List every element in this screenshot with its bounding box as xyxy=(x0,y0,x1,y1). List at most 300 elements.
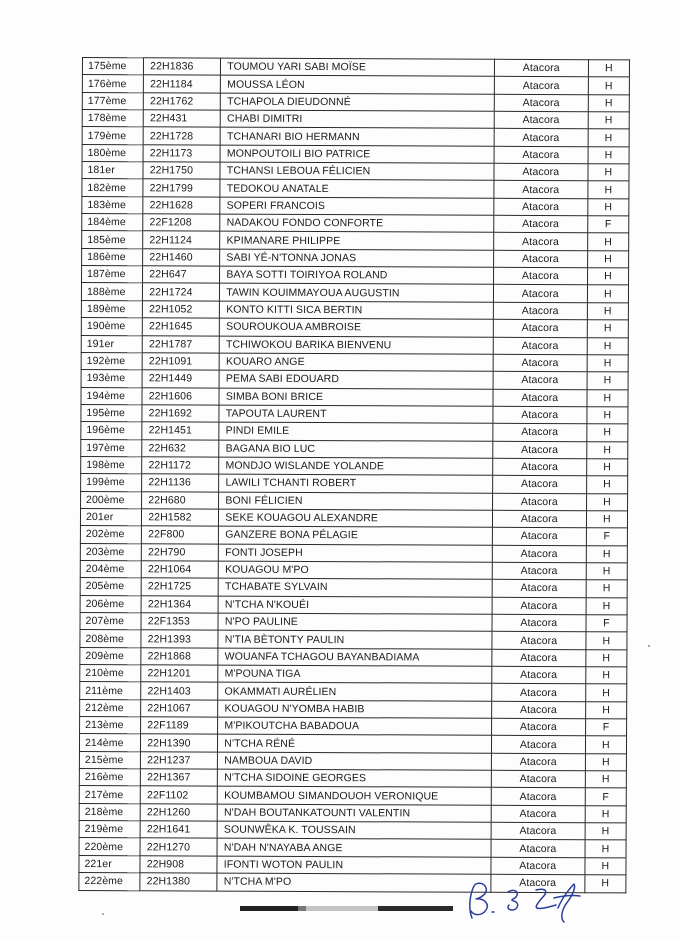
department-cell: Atacora xyxy=(491,857,585,875)
candidate-name-cell: KOUMBAMOU SIMANDOUOH VERONIQUE xyxy=(218,787,492,806)
candidate-name-cell: TAWIN KOUIMMAYOUA AUGUSTIN xyxy=(220,284,494,303)
registration-id-cell: 22F1208 xyxy=(143,214,220,232)
registration-id-cell: 22H1725 xyxy=(141,578,218,596)
department-cell: Atacora xyxy=(493,441,587,459)
department-cell: Atacora xyxy=(491,770,585,788)
rank-cell: 191er xyxy=(81,335,142,353)
candidate-name-cell: TAPOUTA LAURENT xyxy=(219,405,493,424)
department-cell: Atacora xyxy=(494,77,588,95)
registration-id-cell: 22F1353 xyxy=(141,613,218,631)
registration-id-cell: 22H1067 xyxy=(141,699,218,717)
table-row xyxy=(82,248,629,268)
rank-cell: 189ème xyxy=(81,300,142,318)
department-cell: Atacora xyxy=(492,562,586,580)
sex-cell: H xyxy=(585,736,626,754)
table-row xyxy=(82,214,629,234)
candidate-name-cell: MONPOUTOILI BIO PATRICE xyxy=(220,145,494,164)
sex-cell: H xyxy=(586,545,627,563)
sex-cell: H xyxy=(586,563,627,581)
signature-stroke xyxy=(508,890,518,910)
sex-cell: F xyxy=(586,615,627,633)
sex-cell: H xyxy=(587,424,628,442)
registration-id-cell: 22F800 xyxy=(142,526,219,544)
table-row xyxy=(81,352,628,372)
registration-id-cell: 22H1641 xyxy=(140,821,217,839)
rank-cell: 180ème xyxy=(82,144,143,162)
rank-cell: 209ème xyxy=(80,647,141,665)
registration-id-cell: 22H1787 xyxy=(142,335,219,353)
candidate-name-cell: FONTI JOSEPH xyxy=(219,544,493,563)
candidate-name-cell: SOUNWÊKA K. TOUSSAIN xyxy=(217,821,491,840)
registration-id-cell: 22H1260 xyxy=(140,804,217,822)
table-row xyxy=(79,734,626,754)
table-row xyxy=(79,751,626,771)
candidate-name-cell: WOUANFA TCHAGOU BAYANBADIAMA xyxy=(218,648,492,667)
department-cell: Atacora xyxy=(491,736,585,754)
rank-cell: 177ème xyxy=(82,92,143,110)
candidate-name-cell: BAGANA BIO LUC xyxy=(219,440,493,459)
rank-cell: 197ème xyxy=(81,439,142,457)
sex-cell: H xyxy=(588,77,629,95)
department-cell: Atacora xyxy=(494,163,588,181)
department-cell: Atacora xyxy=(492,614,586,632)
department-cell: Atacora xyxy=(494,146,588,164)
table-row xyxy=(81,318,628,338)
table-row xyxy=(79,855,626,875)
candidate-name-cell: KONTO KITTI SICA BERTIN xyxy=(220,301,494,320)
department-cell: Atacora xyxy=(491,753,585,771)
sex-cell: H xyxy=(586,511,627,529)
sex-cell: H xyxy=(585,684,626,702)
rank-cell: 183ème xyxy=(82,196,143,214)
rank-cell: 178ème xyxy=(82,110,143,128)
rank-cell: 193ème xyxy=(81,370,142,388)
table-row xyxy=(81,283,628,303)
candidate-name-cell: KOUARO ANGE xyxy=(219,353,493,372)
registration-id-cell: 22H1606 xyxy=(142,387,219,405)
table-row xyxy=(81,370,628,390)
table-row xyxy=(81,456,628,476)
department-cell: Atacora xyxy=(492,597,586,615)
table-row xyxy=(79,821,626,841)
handwritten-signature xyxy=(462,878,592,924)
registration-id-cell: 22H680 xyxy=(142,491,219,509)
scan-speck xyxy=(648,645,650,647)
sex-cell: H xyxy=(587,250,628,268)
candidate-name-cell: SOPERI FRANCOIS xyxy=(220,197,494,216)
candidate-name-cell: N'PO PAULINE xyxy=(218,613,492,632)
sex-cell: H xyxy=(586,493,627,511)
rank-cell: 188ème xyxy=(81,283,142,301)
sex-cell: H xyxy=(587,372,628,390)
candidate-name-cell: N'TCHA M'PO xyxy=(217,873,491,892)
department-cell: Atacora xyxy=(494,215,588,233)
rank-cell: 212ème xyxy=(80,699,141,717)
rank-cell: 175ème xyxy=(82,58,143,76)
sex-cell: F xyxy=(588,216,629,234)
rank-cell: 187ème xyxy=(82,266,143,284)
registration-id-cell: 22H1628 xyxy=(143,197,220,215)
rank-cell: 216ème xyxy=(79,769,140,787)
candidate-name-cell: TCHAPOLA DIEUDONNÉ xyxy=(221,93,495,112)
rank-cell: 219ème xyxy=(79,821,140,839)
rank-cell: 221er xyxy=(79,855,140,873)
candidate-name-cell: N'DAH BOUTANKATOUNTI VALENTIN xyxy=(217,804,491,823)
candidate-name-cell: TEDOKOU ANATALE xyxy=(220,180,494,199)
table-row xyxy=(80,578,627,598)
department-cell: Atacora xyxy=(493,302,587,320)
signature-stroke xyxy=(470,883,487,918)
registration-id-cell: 22H1724 xyxy=(143,283,220,301)
registration-id-cell: 22H1364 xyxy=(141,595,218,613)
rank-cell: 220ème xyxy=(79,838,140,856)
sex-cell: H xyxy=(588,60,629,78)
sex-cell: H xyxy=(585,875,626,893)
candidate-name-cell: SEKE KOUAGOU ALEXANDRE xyxy=(219,509,493,528)
candidate-name-cell: KPIMANARE PHILIPPE xyxy=(220,232,494,251)
department-cell: Atacora xyxy=(494,129,588,147)
rank-cell: 222ème xyxy=(79,873,140,891)
sex-cell: H xyxy=(585,840,626,858)
table-row xyxy=(80,543,627,563)
sex-cell: H xyxy=(587,389,628,407)
rank-cell: 199ème xyxy=(81,474,142,492)
sex-cell: H xyxy=(586,459,627,477)
sex-cell: H xyxy=(588,129,629,147)
sex-cell: F xyxy=(585,719,626,737)
sex-cell: H xyxy=(587,337,628,355)
registration-id-cell: 22H1091 xyxy=(142,353,219,371)
rank-cell: 217ème xyxy=(79,786,140,804)
department-cell: Atacora xyxy=(492,580,586,598)
rank-cell: 206ème xyxy=(80,595,141,613)
table-row xyxy=(79,838,626,858)
registration-id-cell: 22H1750 xyxy=(143,162,220,180)
candidate-name-cell: N'TCHA SIDOINE GEORGES xyxy=(218,769,492,788)
registration-id-cell: 22H1393 xyxy=(141,630,218,648)
table-row xyxy=(79,803,626,823)
rank-cell: 218ème xyxy=(79,803,140,821)
department-cell: Atacora xyxy=(493,371,587,389)
registration-id-cell: 22H1728 xyxy=(143,127,220,145)
department-cell: Atacora xyxy=(493,267,587,285)
table-row xyxy=(80,717,627,737)
candidate-name-cell: PINDI EMILE xyxy=(219,422,493,441)
table-row xyxy=(81,491,628,511)
table-row xyxy=(81,335,628,355)
rank-cell: 203ème xyxy=(80,543,141,561)
sex-cell: H xyxy=(586,667,627,685)
sex-cell: F xyxy=(585,788,626,806)
candidate-name-cell: SOUROUKOUA AMBROISE xyxy=(220,318,494,337)
table-row xyxy=(81,474,628,494)
table-row xyxy=(82,162,629,182)
candidate-name-cell: NAMBOUA DAVID xyxy=(218,752,492,771)
department-cell: Atacora xyxy=(492,528,586,546)
table-row xyxy=(82,75,629,95)
registration-id-cell: 22H1868 xyxy=(141,647,218,665)
rank-cell: 213ème xyxy=(80,717,141,735)
registration-id-cell: 22H1064 xyxy=(141,561,218,579)
table-row xyxy=(82,266,629,286)
department-cell: Atacora xyxy=(492,458,586,476)
candidate-name-cell: IFONTI WOTON PAULIN xyxy=(217,856,491,875)
table-row xyxy=(82,127,629,147)
footer-bar-segment xyxy=(240,906,298,911)
department-cell: Atacora xyxy=(493,233,587,251)
registration-id-cell: 22H1184 xyxy=(144,75,221,93)
table-row xyxy=(82,58,629,78)
department-cell: Atacora xyxy=(494,94,588,112)
table-row xyxy=(82,179,629,199)
candidate-name-cell: N'DAH N'NAYABA ANGE xyxy=(217,839,491,858)
department-cell: Atacora xyxy=(493,250,587,268)
sex-cell: H xyxy=(588,112,629,130)
candidate-name-cell: KOUAGOU M'PO xyxy=(219,561,493,580)
rank-cell: 201er xyxy=(80,508,141,526)
candidate-name-cell: N'TCHA RÉNÉ xyxy=(218,735,492,754)
sex-cell: H xyxy=(586,632,627,650)
candidate-name-cell: NADAKOU FONDO CONFORTE xyxy=(220,214,494,233)
sex-cell: H xyxy=(585,701,626,719)
candidate-name-cell: OKAMMATI AURÉLIEN xyxy=(218,682,492,701)
sex-cell: H xyxy=(585,805,626,823)
department-cell: Atacora xyxy=(493,354,587,372)
department-cell: Atacora xyxy=(491,701,585,719)
registration-id-cell: 22H1380 xyxy=(140,873,217,891)
candidate-name-cell: MOUSSA LÉON xyxy=(221,75,495,94)
scan-speck xyxy=(102,913,104,915)
sex-cell: H xyxy=(588,181,629,199)
department-cell: Atacora xyxy=(493,285,587,303)
registration-id-cell: 22H1582 xyxy=(142,509,219,527)
candidate-name-cell: TCHIWOKOU BARIKA BIENVENU xyxy=(220,336,494,355)
rank-cell: 202ème xyxy=(80,526,141,544)
rank-cell: 184ème xyxy=(82,214,143,232)
sex-cell: H xyxy=(585,753,626,771)
sex-cell: H xyxy=(588,198,629,216)
department-cell: Atacora xyxy=(493,424,587,442)
rank-cell: 215ème xyxy=(79,751,140,769)
footer-bar xyxy=(240,906,453,911)
rank-cell: 211ème xyxy=(80,682,141,700)
department-cell: Atacora xyxy=(494,59,588,77)
registration-id-cell: 22H1367 xyxy=(141,769,218,787)
sex-cell: H xyxy=(586,580,627,598)
rank-cell: 210ème xyxy=(80,665,141,683)
department-cell: Atacora xyxy=(492,510,586,528)
registration-id-cell: 22H431 xyxy=(143,110,220,128)
department-cell: Atacora xyxy=(493,406,587,424)
registration-id-cell: 22H1052 xyxy=(143,301,220,319)
department-cell: Atacora xyxy=(492,493,586,511)
department-cell: Atacora xyxy=(492,545,586,563)
candidate-name-cell: PEMA SABI EDOUARD xyxy=(219,370,493,389)
department-cell: Atacora xyxy=(494,111,588,129)
department-cell: Atacora xyxy=(492,632,586,650)
registration-id-cell: 22H1449 xyxy=(142,370,219,388)
footer-bar-segment xyxy=(378,906,453,911)
table-row xyxy=(80,682,627,702)
department-cell: Atacora xyxy=(493,319,587,337)
candidate-name-cell: KOUAGOU N'YOMBA HABIB xyxy=(218,700,492,719)
registration-id-cell: 22H1460 xyxy=(143,249,220,267)
rank-cell: 181er xyxy=(82,162,143,180)
rank-cell: 192ème xyxy=(81,352,142,370)
candidate-name-cell: SABI YÉ-N'TONNA JONAS xyxy=(220,249,494,268)
registration-id-cell: 22H1124 xyxy=(143,231,220,249)
rank-cell: 196ème xyxy=(81,422,142,440)
sex-cell: H xyxy=(586,476,627,494)
rank-cell: 207ème xyxy=(80,612,141,630)
department-cell: Atacora xyxy=(491,874,585,892)
sex-cell: H xyxy=(588,94,629,112)
table-row xyxy=(81,387,628,407)
table-row xyxy=(82,92,629,112)
candidate-name-cell: BAYA SOTTI TOIRIYOA ROLAND xyxy=(220,266,494,285)
candidate-name-cell: TOUMOU YARI SABI MOÏSE xyxy=(221,58,495,77)
table-row xyxy=(82,110,629,130)
sex-cell: H xyxy=(585,771,626,789)
sex-cell: H xyxy=(586,597,627,615)
table-row xyxy=(81,422,628,442)
registration-id-cell: 22H1390 xyxy=(141,734,218,752)
sex-cell: H xyxy=(588,146,629,164)
table-row xyxy=(80,595,627,615)
results-table xyxy=(78,57,630,893)
sex-cell: H xyxy=(587,233,628,251)
registration-id-cell: 22H632 xyxy=(142,439,219,457)
department-cell: Atacora xyxy=(491,840,585,858)
registration-id-cell: 22H1237 xyxy=(141,752,218,770)
department-cell: Atacora xyxy=(491,822,585,840)
rank-cell: 204ème xyxy=(80,560,141,578)
candidate-name-cell: N'TCHA N'KOUÉI xyxy=(218,596,492,615)
rank-cell: 214ème xyxy=(79,734,140,752)
sex-cell: H xyxy=(587,268,628,286)
sex-cell: H xyxy=(585,858,626,876)
sex-cell: H xyxy=(587,303,628,321)
sex-cell: H xyxy=(587,355,628,373)
table-row xyxy=(80,526,627,546)
department-cell: Atacora xyxy=(493,337,587,355)
candidate-name-cell: MONDJO WISLANDE YOLANDE xyxy=(219,457,493,476)
rank-cell: 182ème xyxy=(82,179,143,197)
table-row xyxy=(81,439,628,459)
registration-id-cell: 22H1645 xyxy=(143,318,220,336)
registration-id-cell: 22H1136 xyxy=(142,474,219,492)
rank-cell: 205ème xyxy=(80,578,141,596)
department-cell: Atacora xyxy=(491,718,585,736)
table-row xyxy=(80,647,627,667)
rank-cell: 195ème xyxy=(81,404,142,422)
candidate-name-cell: TCHABATE SYLVAIN xyxy=(218,578,492,597)
rank-cell: 185ème xyxy=(82,231,143,249)
registration-id-cell: 22H647 xyxy=(143,266,220,284)
registration-id-cell: 22F1102 xyxy=(140,786,217,804)
department-cell: Atacora xyxy=(492,476,586,494)
table-row xyxy=(80,612,627,632)
table-row xyxy=(80,665,627,685)
registration-id-cell: 22H1403 xyxy=(141,682,218,700)
rank-cell: 186ème xyxy=(82,248,143,266)
sex-cell: H xyxy=(585,823,626,841)
table-row xyxy=(81,404,628,424)
registration-id-cell: 22H1173 xyxy=(143,144,220,162)
table-row xyxy=(82,144,629,164)
rank-cell: 200ème xyxy=(81,491,142,509)
registration-id-cell: 22H1836 xyxy=(144,58,221,76)
candidate-name-cell: TCHANSI LEBOUA FÉLICIEN xyxy=(220,162,494,181)
candidate-name-cell: LAWILI TCHANTI ROBERT xyxy=(219,474,493,493)
footer-bar-segment xyxy=(306,906,378,911)
rank-cell: 194ème xyxy=(81,387,142,405)
sex-cell: H xyxy=(586,649,627,667)
rank-cell: 208ème xyxy=(80,630,141,648)
sex-cell: H xyxy=(587,441,628,459)
department-cell: Atacora xyxy=(491,805,585,823)
candidate-name-cell: TCHANARI BIO HERMANN xyxy=(220,127,494,146)
footer-bar-segment xyxy=(298,906,306,911)
registration-id-cell: 22H1692 xyxy=(142,405,219,423)
department-cell: Atacora xyxy=(494,198,588,216)
candidate-name-cell: M'PIKOUTCHA BABADOUA xyxy=(218,717,492,736)
table-row xyxy=(79,769,626,789)
registration-id-cell: 22H1451 xyxy=(142,422,219,440)
table-row xyxy=(80,508,627,528)
department-cell: Atacora xyxy=(492,649,586,667)
rank-cell: 198ème xyxy=(81,456,142,474)
table-row xyxy=(80,699,627,719)
registration-id-cell: 22H1762 xyxy=(144,92,221,110)
sex-cell: H xyxy=(587,285,628,303)
department-cell: Atacora xyxy=(492,684,586,702)
rank-cell: 176ème xyxy=(82,75,143,93)
candidate-name-cell: M'POUNA TIGA xyxy=(218,665,492,684)
rank-cell: 190ème xyxy=(81,318,142,336)
candidate-name-cell: GANZERE BONA PÉLAGIE xyxy=(219,526,493,545)
registration-id-cell: 22H1172 xyxy=(142,457,219,475)
candidate-name-cell: CHABI DIMITRI xyxy=(221,110,495,129)
results-table-body xyxy=(79,58,630,893)
department-cell: Atacora xyxy=(494,181,588,199)
signature-stroke xyxy=(536,889,556,908)
table-row xyxy=(82,196,629,216)
registration-id-cell: 22H1201 xyxy=(141,665,218,683)
candidate-name-cell: N'TIA BÈTONTY PAULIN xyxy=(218,630,492,649)
department-cell: Atacora xyxy=(492,666,586,684)
candidate-name-cell: SIMBA BONI BRICE xyxy=(219,388,493,407)
registration-id-cell: 22H1799 xyxy=(143,179,220,197)
signature-stroke xyxy=(558,884,575,922)
registration-id-cell: 22H908 xyxy=(140,856,217,874)
table-row xyxy=(80,560,627,580)
sex-cell: F xyxy=(586,528,627,546)
candidate-name-cell: BONI FÉLICIEN xyxy=(219,492,493,511)
registration-id-cell: 22H790 xyxy=(142,543,219,561)
signature-stroke xyxy=(554,896,580,898)
sex-cell: H xyxy=(587,320,628,338)
table-row xyxy=(82,231,629,251)
registration-id-cell: 22H1270 xyxy=(140,838,217,856)
registration-id-cell: 22F1189 xyxy=(141,717,218,735)
table-row xyxy=(79,786,626,806)
sex-cell: H xyxy=(588,164,629,182)
table-row xyxy=(80,630,627,650)
table-row xyxy=(81,300,628,320)
rank-cell: 179ème xyxy=(82,127,143,145)
department-cell: Atacora xyxy=(493,389,587,407)
